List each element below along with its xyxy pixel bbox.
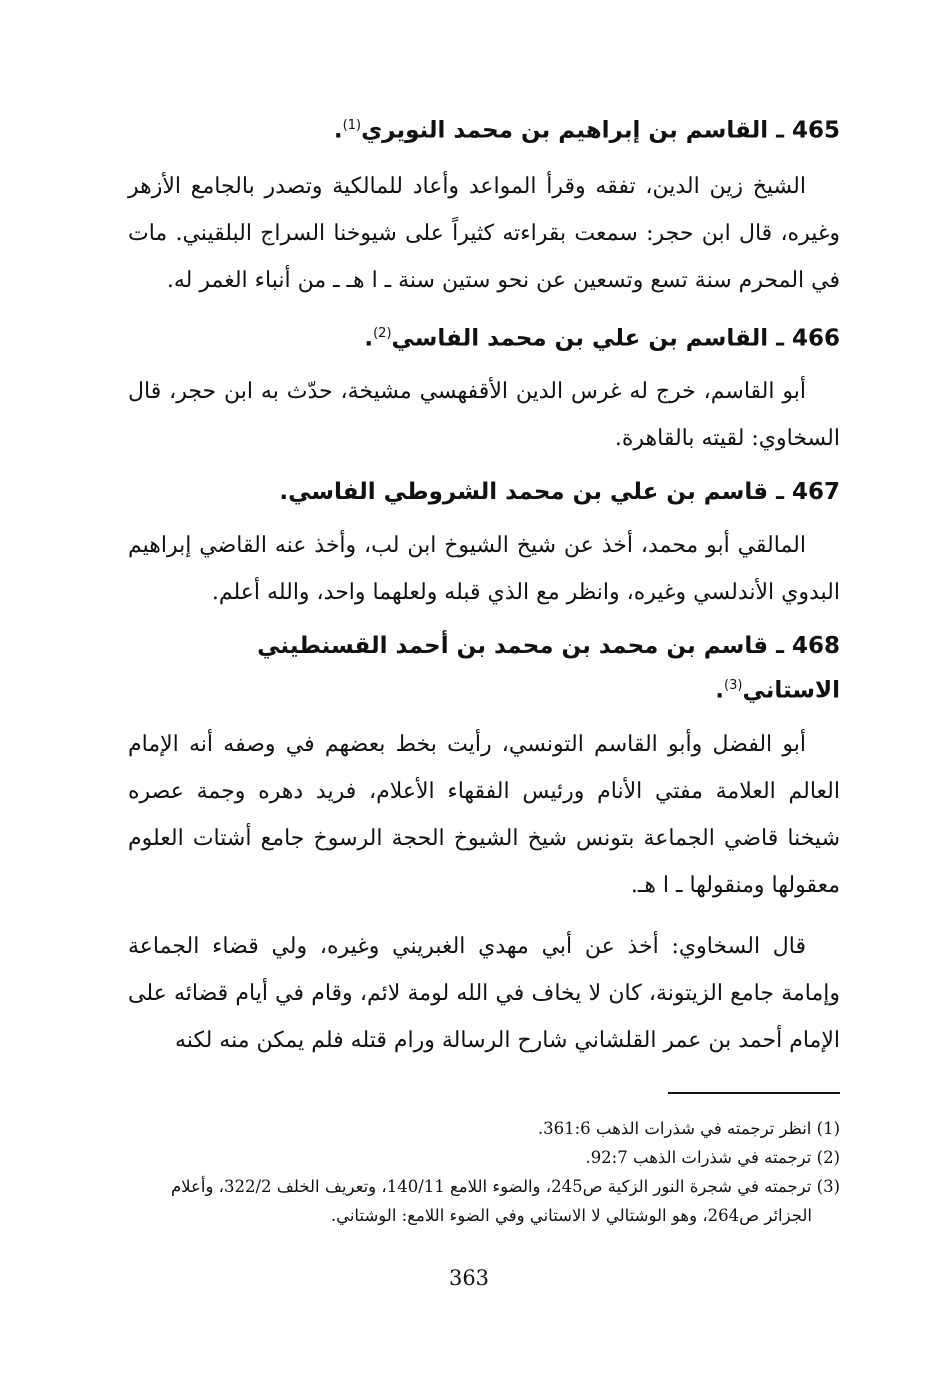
entry-paragraph: المالقي أبو محمد، أخذ عن شيخ الشيوخ ابن لب، وأخذ عنه القاضي إبراهيم البدوي الأندلسي وغيره، وانظر مع الذي قبله ولعلهما واحد، والله أعلم. bbox=[128, 533, 840, 606]
entry-paragraph: أبو القاسم، خرج له غرس الدين الأقفهسي مشيخة، حدّث به ابن حجر، قال السخاوي: لقيته بالقاهرة. bbox=[128, 379, 840, 452]
footnotes bbox=[128, 1092, 840, 1230]
entry-heading-468 bbox=[128, 626, 840, 711]
entry-heading-466 bbox=[128, 314, 840, 359]
heading-period: . bbox=[715, 677, 724, 704]
page-number: 363 bbox=[448, 1266, 490, 1290]
entry-number: 468 bbox=[791, 633, 840, 660]
entry-title: القاسم بن إبراهيم بن محمد النويري bbox=[361, 117, 769, 144]
heading-period: . bbox=[279, 479, 289, 506]
footnote: (3) ترجمته في شجرة النور الزكية ص245، والضوء اللامع 140/11، وتعريف الخلف 322/2، وأعلام الجزائر ص264، وهو الوشتالي لا الاستاني وفي الضوء اللامع: الوشتاني. bbox=[170, 1177, 840, 1225]
footnote-ref: (1) bbox=[342, 118, 362, 133]
main-text bbox=[128, 98, 840, 1074]
entry-dash: ـ bbox=[768, 325, 784, 352]
entry-title: قاسم بن علي بن محمد الشروطي الفاسي bbox=[288, 479, 769, 506]
entry-heading-465 bbox=[128, 106, 840, 151]
entry-paragraph: الشيخ زين الدين، تفقه وقرأ المواعد وأعاد للمالكية وتصدر بالجامع الأزهر وغيره، قال ابن حجر: سمعت بقراءته كثيراً على شيوخنا السراج البلقيني. مات في المحرم سنة تسع وتسعين عن نحو ستين سنة ـ ا هـ ـ من أنباء الغمر له. bbox=[128, 173, 840, 293]
entry-number: 465 bbox=[791, 117, 840, 144]
footnote: (1) انظر ترجمته في شذرات الذهب 361:6. bbox=[537, 1119, 840, 1138]
heading-period: . bbox=[333, 117, 343, 144]
entry-paragraph: قال السخاوي: أخذ عن أبي مهدي الغبريني وغيره، ولي قضاء الجماعة وإمامة جامع الزيتونة، كان لا يخاف في الله لومة لائم، وقام في أيام قضائه على الإمام أحمد بن عمر القلشاني شارح الرسالة ورام قتله فلم يمكن منه لكنه bbox=[128, 933, 840, 1053]
footnote-divider bbox=[668, 1092, 840, 1094]
heading-period: . bbox=[364, 325, 374, 352]
footnote-ref: (3) bbox=[724, 678, 743, 694]
entry-heading-467 bbox=[128, 472, 840, 512]
entry-number: 466 bbox=[791, 325, 840, 352]
entry-title: القاسم بن علي بن محمد الفاسي bbox=[391, 325, 769, 352]
entry-title: قاسم بن محمد بن محمد بن أحمد القسنطيني الاستاني bbox=[257, 633, 840, 704]
entry-dash: ـ bbox=[768, 479, 784, 506]
entry-paragraph: أبو الفضل وأبو القاسم التونسي، رأيت بخط بعضهم في وصفه أنه الإمام العالم العلامة مفتي الأنام ورئيس الفقهاء الأعلام، فريد دهره وجمة عصره شيخنا قاضي الجماعة بتونس شيخ الشيوخ الحجة الرسوخ جامع أشتات العلوم معقولها ومنقولها ـ ا هـ. bbox=[128, 731, 840, 898]
entry-number: 467 bbox=[791, 479, 840, 506]
footnote: (2) ترجمته في شذرات الذهب 92:7. bbox=[585, 1148, 840, 1167]
entry-dash: ـ bbox=[768, 117, 784, 144]
entry-dash: ـ bbox=[768, 633, 784, 660]
footnote-ref: (2) bbox=[373, 325, 392, 341]
